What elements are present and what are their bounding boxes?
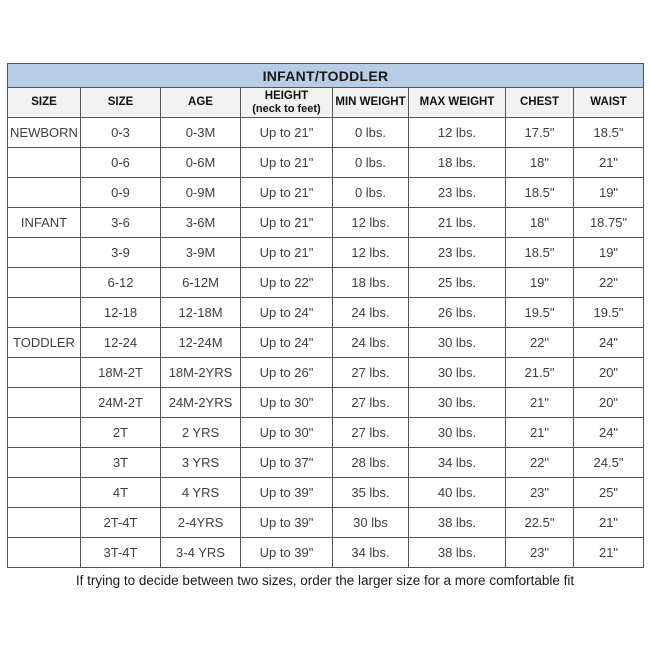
cell-max-weight: 30 lbs. xyxy=(409,328,506,358)
cell-min-weight: 27 lbs. xyxy=(333,388,409,418)
col-header-height-label: HEIGHT xyxy=(264,89,309,102)
cell-max-weight: 34 lbs. xyxy=(409,448,506,478)
cell-size-group xyxy=(8,538,81,568)
col-header-waist: WAIST xyxy=(574,88,644,118)
cell-height: Up to 21" xyxy=(241,178,333,208)
cell-height: Up to 24" xyxy=(241,328,333,358)
cell-size-group xyxy=(8,358,81,388)
cell-chest: 22" xyxy=(506,328,574,358)
cell-max-weight: 30 lbs. xyxy=(409,358,506,388)
size-chart-table xyxy=(7,63,644,568)
cell-min-weight: 0 lbs. xyxy=(333,148,409,178)
cell-size: 4T xyxy=(81,478,161,508)
col-header-age: AGE xyxy=(161,88,241,118)
table-row xyxy=(8,208,644,238)
size-chart-container xyxy=(7,63,643,568)
table-row xyxy=(8,388,644,418)
table-row xyxy=(8,268,644,298)
cell-size-group xyxy=(8,298,81,328)
table-row xyxy=(8,148,644,178)
cell-height: Up to 37" xyxy=(241,448,333,478)
cell-waist: 21" xyxy=(574,148,644,178)
cell-height: Up to 26" xyxy=(241,358,333,388)
cell-min-weight: 34 lbs. xyxy=(333,538,409,568)
cell-min-weight: 18 lbs. xyxy=(333,268,409,298)
cell-size-group xyxy=(8,148,81,178)
cell-size: 3T-4T xyxy=(81,538,161,568)
cell-height: Up to 30" xyxy=(241,418,333,448)
cell-waist: 19" xyxy=(574,178,644,208)
cell-height: Up to 21" xyxy=(241,148,333,178)
cell-waist: 18.5" xyxy=(574,118,644,148)
cell-height: Up to 22" xyxy=(241,268,333,298)
cell-age: 3-4 YRS xyxy=(161,538,241,568)
table-row xyxy=(8,478,644,508)
cell-age: 24M-2YRS xyxy=(161,388,241,418)
cell-max-weight: 38 lbs. xyxy=(409,508,506,538)
cell-size-group: NEWBORN xyxy=(8,118,81,148)
cell-size: 12-18 xyxy=(81,298,161,328)
cell-size: 2T-4T xyxy=(81,508,161,538)
cell-chest: 18" xyxy=(506,208,574,238)
cell-chest: 18.5" xyxy=(506,238,574,268)
cell-chest: 18" xyxy=(506,148,574,178)
cell-size-group: INFANT xyxy=(8,208,81,238)
column-header-row xyxy=(8,88,644,118)
col-header-min-weight: MIN WEIGHT xyxy=(333,88,409,118)
col-header-size-group: SIZE xyxy=(8,88,81,118)
table-row xyxy=(8,418,644,448)
cell-age: 12-18M xyxy=(161,298,241,328)
banner-row xyxy=(8,64,644,88)
cell-age: 3-6M xyxy=(161,208,241,238)
cell-size: 0-3 xyxy=(81,118,161,148)
cell-waist: 24" xyxy=(574,328,644,358)
table-row xyxy=(8,358,644,388)
cell-max-weight: 23 lbs. xyxy=(409,238,506,268)
cell-chest: 23" xyxy=(506,478,574,508)
cell-size-group xyxy=(8,388,81,418)
cell-chest: 23" xyxy=(506,538,574,568)
cell-size: 3-9 xyxy=(81,238,161,268)
cell-waist: 21" xyxy=(574,508,644,538)
cell-chest: 19.5" xyxy=(506,298,574,328)
cell-age: 2-4YRS xyxy=(161,508,241,538)
col-header-height xyxy=(241,88,333,118)
cell-size: 3T xyxy=(81,448,161,478)
cell-max-weight: 21 lbs. xyxy=(409,208,506,238)
cell-height: Up to 30" xyxy=(241,388,333,418)
cell-size-group xyxy=(8,508,81,538)
cell-height: Up to 39" xyxy=(241,478,333,508)
cell-max-weight: 40 lbs. xyxy=(409,478,506,508)
cell-min-weight: 24 lbs. xyxy=(333,328,409,358)
cell-chest: 19" xyxy=(506,268,574,298)
cell-size-group: TODDLER xyxy=(8,328,81,358)
cell-height: Up to 21" xyxy=(241,118,333,148)
cell-max-weight: 26 lbs. xyxy=(409,298,506,328)
cell-size-group xyxy=(8,178,81,208)
cell-size: 2T xyxy=(81,418,161,448)
cell-chest: 21" xyxy=(506,388,574,418)
cell-waist: 21" xyxy=(574,538,644,568)
cell-height: Up to 39" xyxy=(241,508,333,538)
cell-min-weight: 0 lbs. xyxy=(333,118,409,148)
col-header-size: SIZE xyxy=(81,88,161,118)
cell-min-weight: 27 lbs. xyxy=(333,358,409,388)
cell-min-weight: 0 lbs. xyxy=(333,178,409,208)
cell-height: Up to 21" xyxy=(241,238,333,268)
cell-height: Up to 39" xyxy=(241,538,333,568)
cell-waist: 24" xyxy=(574,418,644,448)
cell-waist: 25" xyxy=(574,478,644,508)
size-table-body xyxy=(8,118,644,568)
cell-age: 3-9M xyxy=(161,238,241,268)
cell-age: 3 YRS xyxy=(161,448,241,478)
cell-age: 2 YRS xyxy=(161,418,241,448)
cell-age: 4 YRS xyxy=(161,478,241,508)
cell-size-group xyxy=(8,238,81,268)
cell-waist: 20" xyxy=(574,358,644,388)
table-row xyxy=(8,298,644,328)
cell-waist: 19.5" xyxy=(574,298,644,328)
cell-size: 3-6 xyxy=(81,208,161,238)
cell-size-group xyxy=(8,478,81,508)
cell-min-weight: 28 lbs. xyxy=(333,448,409,478)
cell-max-weight: 30 lbs. xyxy=(409,418,506,448)
cell-chest: 22.5" xyxy=(506,508,574,538)
table-row xyxy=(8,538,644,568)
cell-chest: 17.5" xyxy=(506,118,574,148)
cell-min-weight: 24 lbs. xyxy=(333,298,409,328)
table-row xyxy=(8,238,644,268)
cell-size: 12-24 xyxy=(81,328,161,358)
cell-age: 0-3M xyxy=(161,118,241,148)
table-row xyxy=(8,508,644,538)
cell-waist: 20" xyxy=(574,388,644,418)
cell-size: 24M-2T xyxy=(81,388,161,418)
cell-max-weight: 18 lbs. xyxy=(409,148,506,178)
table-title: INFANT/TODDLER xyxy=(8,64,644,88)
cell-size-group xyxy=(8,268,81,298)
cell-size: 0-6 xyxy=(81,148,161,178)
cell-size: 6-12 xyxy=(81,268,161,298)
cell-max-weight: 25 lbs. xyxy=(409,268,506,298)
cell-height: Up to 21" xyxy=(241,208,333,238)
cell-size: 18M-2T xyxy=(81,358,161,388)
cell-size-group xyxy=(8,448,81,478)
table-row xyxy=(8,178,644,208)
cell-size: 0-9 xyxy=(81,178,161,208)
cell-waist: 24.5" xyxy=(574,448,644,478)
cell-age: 12-24M xyxy=(161,328,241,358)
cell-size-group xyxy=(8,418,81,448)
cell-min-weight: 27 lbs. xyxy=(333,418,409,448)
cell-max-weight: 12 lbs. xyxy=(409,118,506,148)
cell-height: Up to 24" xyxy=(241,298,333,328)
table-row xyxy=(8,328,644,358)
footer-note: If trying to decide between two sizes, order the larger size for a more comfortable fit xyxy=(75,573,575,588)
cell-age: 18M-2YRS xyxy=(161,358,241,388)
cell-max-weight: 38 lbs. xyxy=(409,538,506,568)
cell-min-weight: 35 lbs. xyxy=(333,478,409,508)
cell-min-weight: 12 lbs. xyxy=(333,238,409,268)
table-row xyxy=(8,118,644,148)
cell-age: 0-6M xyxy=(161,148,241,178)
col-header-max-weight: MAX WEIGHT xyxy=(409,88,506,118)
cell-waist: 18.75" xyxy=(574,208,644,238)
col-header-height-sublabel: (neck to feet) xyxy=(252,102,321,115)
cell-waist: 22" xyxy=(574,268,644,298)
cell-min-weight: 12 lbs. xyxy=(333,208,409,238)
cell-age: 0-9M xyxy=(161,178,241,208)
col-header-chest: CHEST xyxy=(506,88,574,118)
cell-waist: 19" xyxy=(574,238,644,268)
cell-max-weight: 23 lbs. xyxy=(409,178,506,208)
cell-chest: 22" xyxy=(506,448,574,478)
cell-chest: 21.5" xyxy=(506,358,574,388)
cell-max-weight: 30 lbs. xyxy=(409,388,506,418)
cell-age: 6-12M xyxy=(161,268,241,298)
cell-min-weight: 30 lbs xyxy=(333,508,409,538)
cell-chest: 21" xyxy=(506,418,574,448)
table-row xyxy=(8,448,644,478)
cell-chest: 18.5" xyxy=(506,178,574,208)
